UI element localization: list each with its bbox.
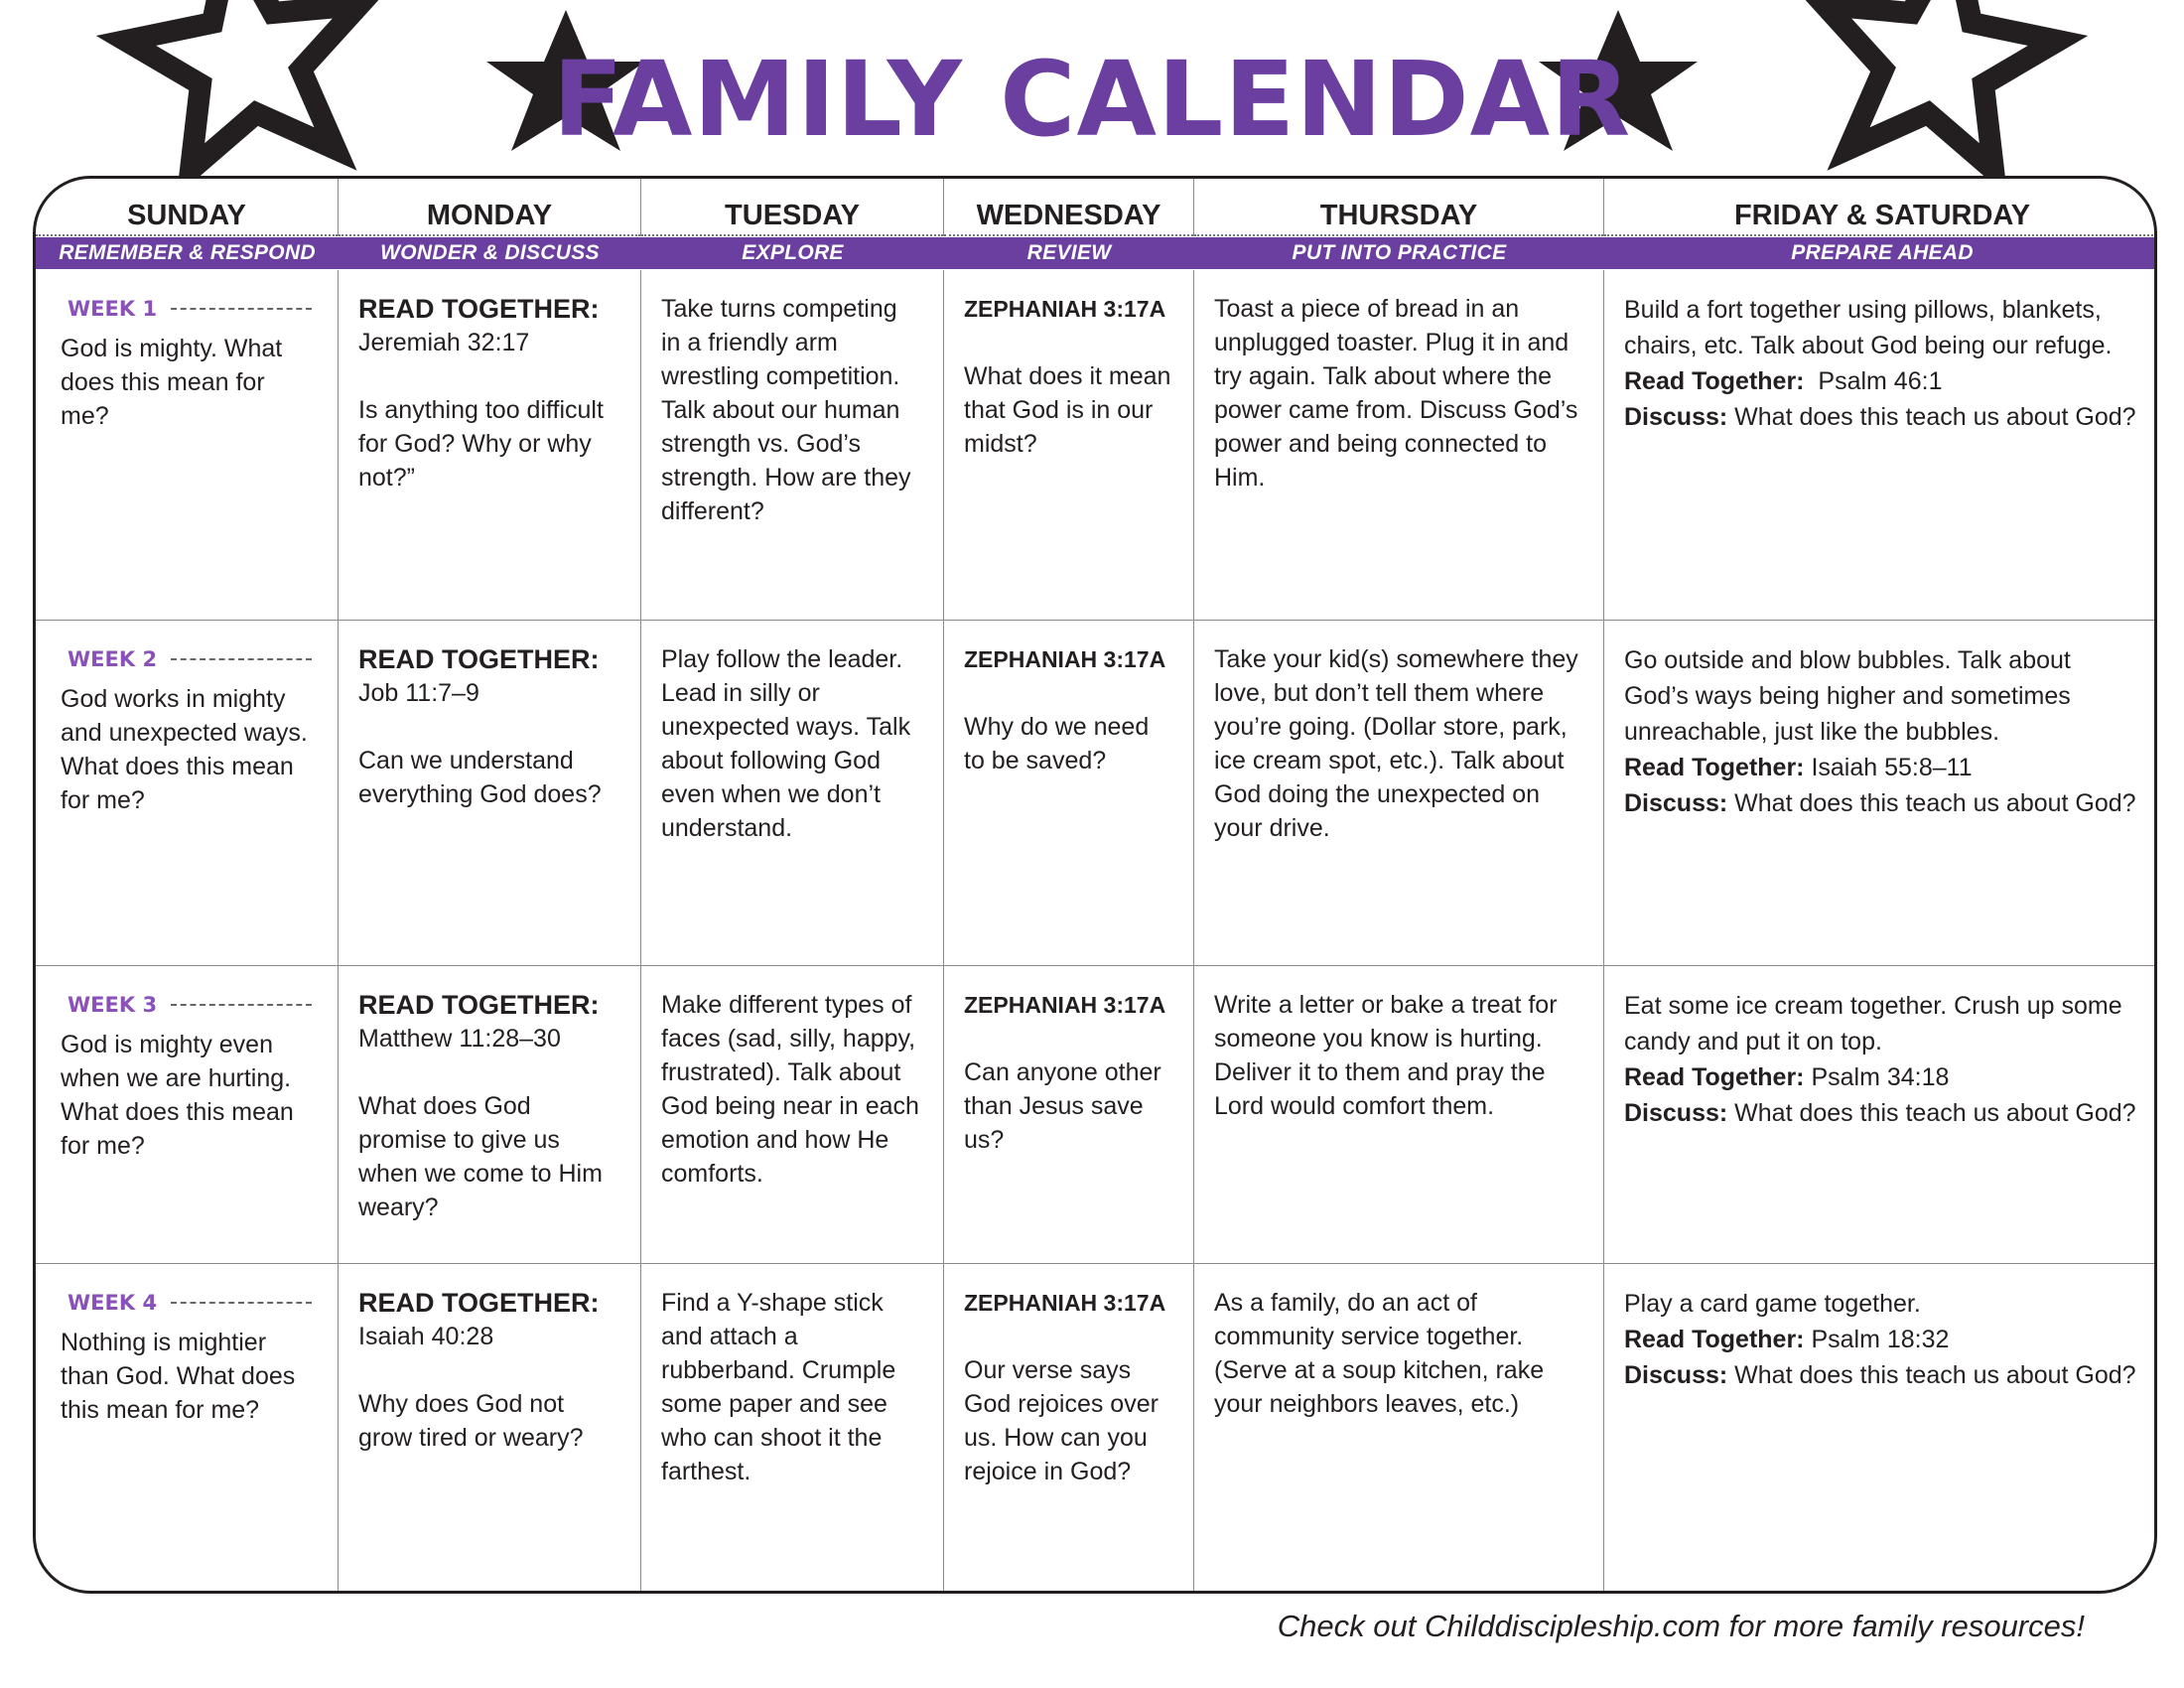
- memory-verse: ZEPHANIAH 3:17A: [964, 296, 1166, 322]
- theme-prepare-ahead: PREPARE AHEAD: [1791, 241, 1974, 264]
- discuss-line: Discuss: What does this teach us about God?: [1624, 1099, 2136, 1127]
- sunday-cell: [36, 621, 339, 965]
- theme-header-row: [36, 237, 2157, 269]
- read-together-line: Read Together: Psalm 18:32: [1624, 1326, 1950, 1353]
- review-question: What does it mean that God is in our midst?: [964, 362, 1171, 458]
- week-row-1: [36, 270, 2157, 621]
- activity-text: Take turns competing in a friendly arm wrestling competition. Talk about our human strength vs. God’s strength. How are they different?: [661, 295, 911, 525]
- monday-cell: [339, 270, 641, 620]
- sunday-prompt: God is mighty. What does this mean for me?: [61, 335, 283, 430]
- day-header-sunday: SUNDAY: [36, 179, 339, 236]
- thursday-cell: [1194, 621, 1604, 965]
- wednesday-cell: [944, 621, 1194, 965]
- week-label: WEEK 4: [56, 1286, 318, 1320]
- thursday-cell: [1194, 270, 1604, 620]
- memory-verse: ZEPHANIAH 3:17A: [964, 1290, 1166, 1316]
- practice-text: Toast a piece of bread in an unplugged toaster. Plug it in and try again. Talk about where the power came from. Discuss God’s power and being connected to Him.: [1214, 295, 1578, 492]
- day-header-friday-saturday: FRIDAY & SATURDAY: [1604, 179, 2157, 236]
- footer-resources-note: Check out Childdiscipleship.com for more family resources!: [1277, 1609, 2085, 1643]
- tuesday-cell: [641, 270, 944, 620]
- wednesday-cell: [944, 1264, 1194, 1592]
- sunday-cell: [36, 966, 339, 1263]
- discuss-line: Discuss: What does this teach us about God?: [1624, 403, 2136, 431]
- day-header-monday: MONDAY: [339, 179, 641, 236]
- scripture-reference: Isaiah 40:28: [358, 1323, 494, 1350]
- friday-saturday-cell: [1604, 621, 2157, 965]
- activity-text: Make different types of faces (sad, silly, happy, frustrated). Talk about God being near in each emotion and how He comforts.: [661, 991, 919, 1188]
- discuss-line: Discuss: What does this teach us about God?: [1624, 789, 2136, 817]
- memory-verse: ZEPHANIAH 3:17A: [964, 646, 1166, 672]
- thursday-cell: [1194, 966, 1604, 1263]
- week-row-2: [36, 621, 2157, 966]
- discussion-question: What does God promise to give us when we come to Him weary?: [358, 1092, 603, 1221]
- sunday-prompt: God is mighty even when we are hurting. What does this mean for me?: [61, 1031, 294, 1160]
- sunday-cell: [36, 270, 339, 620]
- friday-saturday-cell: [1604, 270, 2157, 620]
- sunday-cell: [36, 1264, 339, 1592]
- discussion-question: Is anything too difficult for God? Why or why not?”: [358, 396, 604, 492]
- monday-cell: [339, 1264, 641, 1592]
- read-together-heading: READ TOGETHER:: [358, 1288, 600, 1318]
- scripture-reference: Job 11:7–9: [358, 679, 479, 707]
- prepare-text: Build a fort together using pillows, blankets, chairs, etc. Talk about God being our refuge.: [1624, 296, 2113, 359]
- memory-verse: ZEPHANIAH 3:17A: [964, 992, 1166, 1018]
- wednesday-cell: [944, 966, 1194, 1263]
- theme-remember-respond: REMEMBER & RESPOND: [59, 241, 316, 264]
- theme-wonder-discuss: WONDER & DISCUSS: [380, 241, 600, 264]
- discussion-question: Why does God not grow tired or weary?: [358, 1390, 584, 1452]
- read-together-heading: READ TOGETHER:: [358, 294, 600, 324]
- practice-text: Write a letter or bake a treat for someone you know is hurting. Deliver it to them and pray the Lord would comfort them.: [1214, 991, 1558, 1120]
- calendar-grid: [36, 270, 2157, 1592]
- review-question: Why do we need to be saved?: [964, 713, 1150, 774]
- week-row-4: [36, 1264, 2157, 1592]
- week-row-3: [36, 966, 2157, 1264]
- read-together-line: Read Together: Psalm 46:1: [1624, 367, 1943, 395]
- wednesday-cell: [944, 270, 1194, 620]
- review-question: Our verse says God rejoices over us. How can you rejoice in God?: [964, 1356, 1159, 1485]
- read-together-heading: READ TOGETHER:: [358, 644, 600, 674]
- practice-text: Take your kid(s) somewhere they love, but don’t tell them where you’re going. (Dollar store, park, ice cream spot, etc.). Talk about God doing the unexpected on your drive.: [1214, 645, 1578, 842]
- day-header-thursday: THURSDAY: [1194, 179, 1604, 236]
- scripture-reference: Matthew 11:28–30: [358, 1025, 561, 1053]
- week-label: WEEK 3: [56, 988, 318, 1022]
- thursday-cell: [1194, 1264, 1604, 1592]
- day-header-tuesday: TUESDAY: [641, 179, 944, 236]
- prepare-text: Play a card game together.: [1624, 1290, 1921, 1318]
- theme-explore: EXPLORE: [742, 241, 844, 264]
- review-question: Can anyone other than Jesus save us?: [964, 1058, 1161, 1154]
- read-together-line: Read Together: Isaiah 55:8–11: [1624, 754, 1973, 781]
- read-together-heading: READ TOGETHER:: [358, 990, 600, 1020]
- activity-text: Find a Y-shape stick and attach a rubberband. Crumple some paper and see who can shoot it the farthest.: [661, 1289, 896, 1485]
- day-header-row: [36, 179, 2157, 236]
- prepare-text: Go outside and blow bubbles. Talk about God’s ways being higher and sometimes unreachable, just like the bubbles.: [1624, 646, 2071, 746]
- prepare-text: Eat some ice cream together. Crush up some candy and put it on top.: [1624, 992, 2122, 1055]
- practice-text: As a family, do an act of community service together. (Serve at a soup kitchen, rake your neighbors leaves, etc.): [1214, 1289, 1545, 1418]
- sunday-prompt: God works in mighty and unexpected ways. What does this mean for me?: [61, 685, 308, 814]
- sunday-prompt: Nothing is mightier than God. What does this mean for me?: [61, 1329, 296, 1424]
- day-header-wednesday: WEDNESDAY: [944, 179, 1194, 236]
- tuesday-cell: [641, 966, 944, 1263]
- monday-cell: [339, 966, 641, 1263]
- scripture-reference: Jeremiah 32:17: [358, 329, 530, 356]
- calendar-table: [33, 176, 2157, 1594]
- friday-saturday-cell: [1604, 1264, 2157, 1592]
- friday-saturday-cell: [1604, 966, 2157, 1263]
- discuss-line: Discuss: What does this teach us about God?: [1624, 1361, 2136, 1389]
- tuesday-cell: [641, 621, 944, 965]
- activity-text: Play follow the leader. Lead in silly or unexpected ways. Talk about following God even when we don’t understand.: [661, 645, 911, 842]
- theme-review: REVIEW: [1026, 241, 1112, 264]
- week-label: WEEK 1: [56, 292, 318, 326]
- week-label: WEEK 2: [56, 642, 318, 676]
- monday-cell: [339, 621, 641, 965]
- discussion-question: Can we understand everything God does?: [358, 747, 602, 808]
- tuesday-cell: [641, 1264, 944, 1592]
- theme-put-into-practice: PUT INTO PRACTICE: [1292, 241, 1507, 264]
- read-together-line: Read Together: Psalm 34:18: [1624, 1063, 1950, 1091]
- page-title: FAMILY CALENDAR: [552, 39, 1632, 160]
